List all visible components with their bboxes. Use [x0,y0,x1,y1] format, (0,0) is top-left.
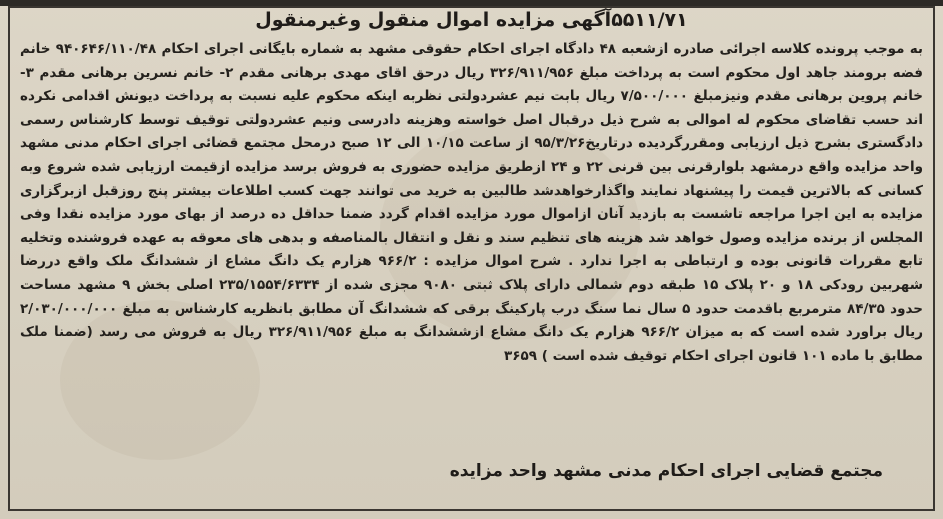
notice-body-paragraph: به موجب پرونده کلاسه اجرائی صادره ازشعبه ۴۸ دادگاه اجرای احکام حقوقی مشهد به شماره بایگانی اجرای احکام ۹۴۰۶۴۶/۱۱۰/۴۸ خانم فضه برومند جاهد اول محکوم است به پرداخت مبلغ ۳۲۶/۹۱۱/۹۵۶ ریال درحق اقای مهدی برهانی مقدم ۲- خانم نسرین برهانی مقدم ۳- خانم پروین برهانی مقدم ونیزمبلغ ۷/۵۰۰/۰۰۰ ریال بابت نیم عشردولتی نظربه اینکه محکوم علیه نسبت به پرداخت دیونش اقدامی نکرده اند حسب تقاضای محکوم له اموالی به شرح ذیل درقبال اصل خواسته وهزینه دادرسی ونیم عشردولتی توقیف توسط کارشناس رسمی دادگستری بشرح ذیل ارزیابی ومقررگردیده درتاریخ۹۵/۳/۲۶ از ساعت ۱۰/۱۵ الی ۱۲ صبح درمحل مجتمع قضائی اجرای احکام مدنی مشهد واحد مزایده واقع درمشهد بلوارقرنی بین قرنی ۲۲ و ۲۴ ازطریق مزایده حضوری به فروش برسد مزایده ازقیمت ارزیابی شده شروع وبه کسانی که بالاترین قیمت را پیشنهاد نمایند واگذارخواهدشد طالبین به خرید می توانند جهت کسب اطلاعات بیشتر پنج روزقبل ازبرگزاری مزایده به این اجرا مراجعه تاشست به بازدید آنان ازاموال مورد مزایده اقدام گردد ضمنا حداقل ده درصد از بهای مورد مزایده نقدا وفی المجلس از برنده مزایده وصول خواهد شد هزینه های تنظیم سند و نقل و انتقال بالمناصفه و بدهی های معوقه به عهده فروشنده وتخلیه تابع مقررات قانونی بوده و ارتباطی به اجرا ندارد . شرح اموال مزایده : ۹۶۶/۲ هزارم یک دانگ مشاع از ششدانگ ملک واقع دررضا شهربین رودکی ۱۸ و ۲۰ پلاک ۱۵ طبقه دوم شمالی دارای پلاک ثبتی ۹۰۸۰ مجزی شده از ۲۳۵/۱۵۵۴/۶۳۳۴ اصلی بخش ۹ مشهد مساحت حدود ۸۴/۳۵ مترمربع باقدمت حدود ۵ سال نما سنگ درب پارکینگ برقی که ششدانگ آن مطابق بانظریه کارشناس به مبلغ ۲/۰۳۰/۰۰۰/۰۰۰ ریال براورد شده است که به میزان ۹۶۶/۲ هزارم یک دانگ مشاع ازششدانگ به مبلغ ۳۲۶/۹۱۱/۹۵۶ ریال به فروش می رسد (ضمنا ملک مطابق با ماده ۱۰۱ قانون اجرای احکام توقیف شده است ) ۳۶۵۹ [20,41,924,364]
notice-signature: مجتمع قضایی اجرای احکام مدنی مشهد واحد مزایده [449,461,883,481]
notice-body [20,38,923,368]
notice-title: ۵۵۱۱/۷۱آگهی مزایده اموال منقول وغیرمنقول [255,9,688,31]
